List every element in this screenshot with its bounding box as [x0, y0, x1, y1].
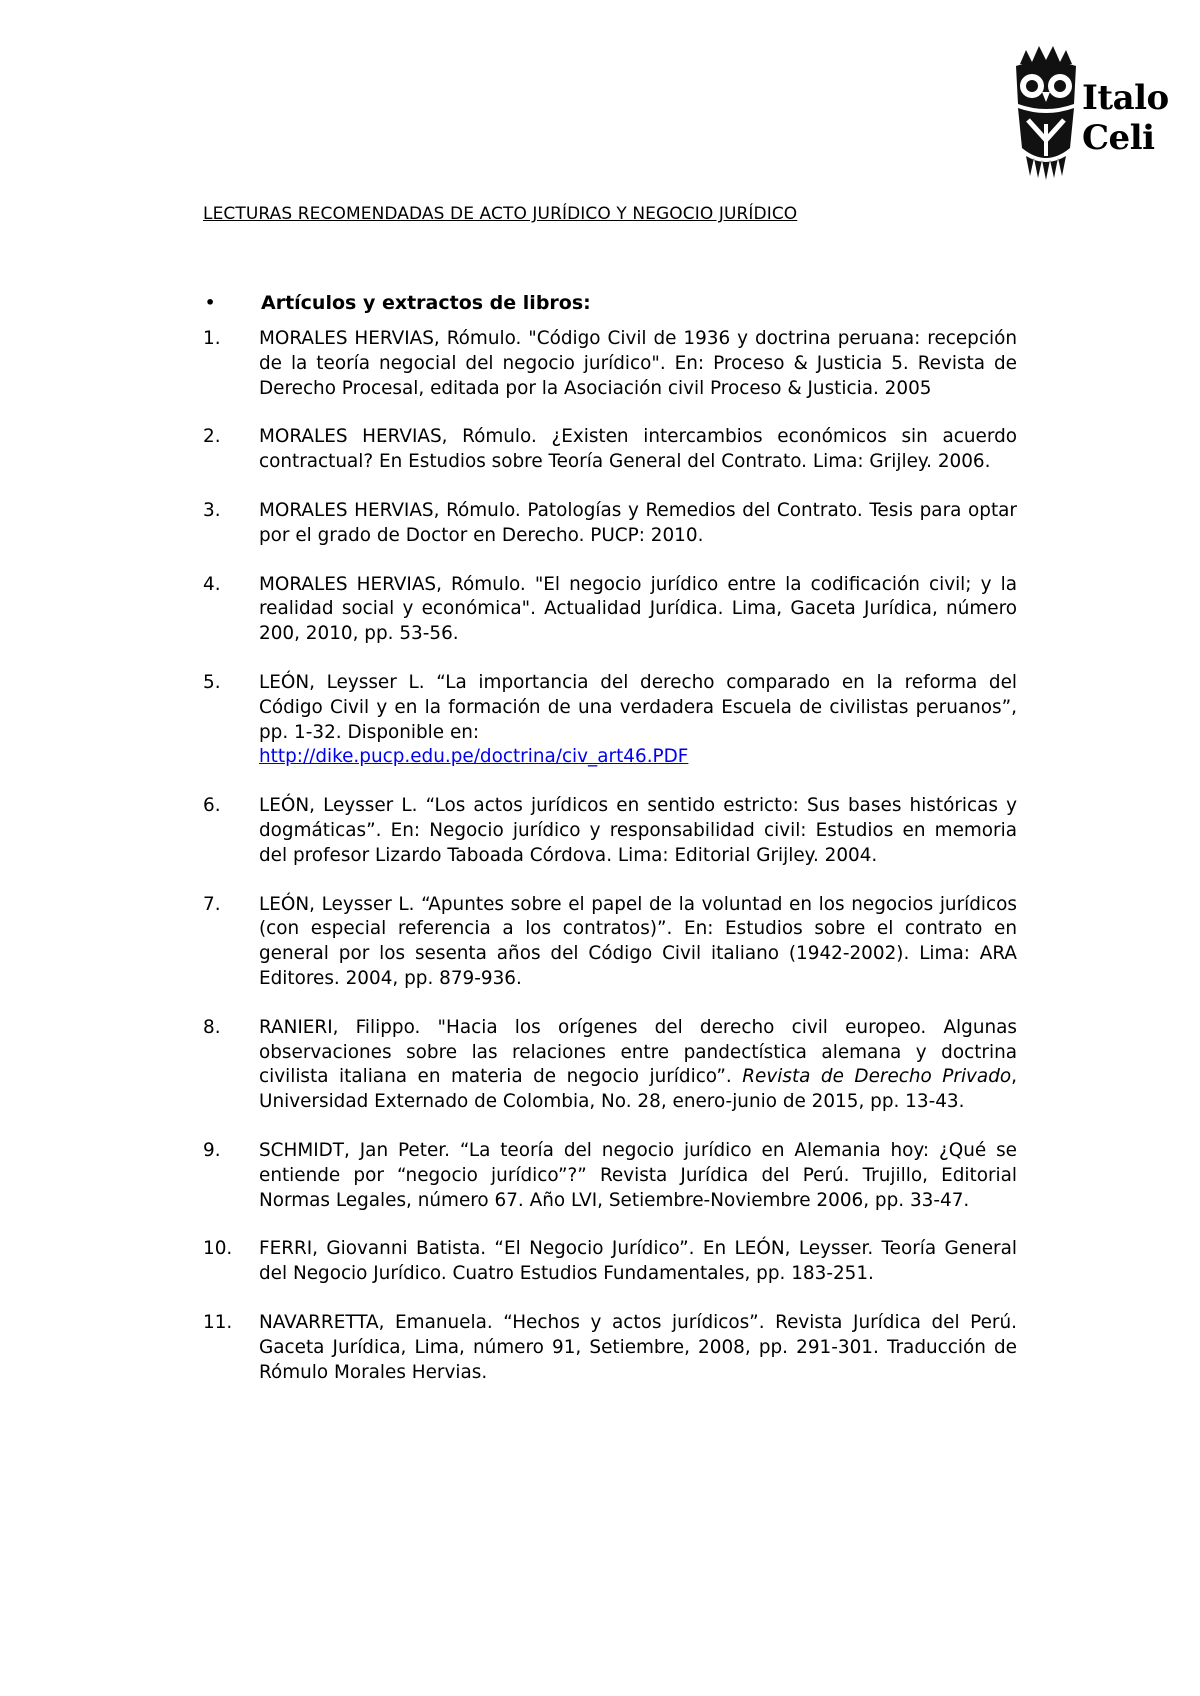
bullet-icon: • [205, 293, 216, 312]
item-number: 6. [203, 795, 221, 817]
list-item [203, 1311, 1017, 1385]
item-text: MORALES HERVIAS, Rómulo. "Código Civil de 1936 y doctrina peruana: recepción de la teoría negocial del negocio jurídico". En: Proceso & Justicia 5. Revista de Derecho Procesal, editada por la Asociación civil Proceso & Justicia. 2005 [259, 328, 1017, 399]
section-heading-text: Artículos y extractos de libros: [261, 291, 591, 314]
item-number: 11. [203, 1311, 233, 1333]
list-item [203, 1237, 1017, 1287]
item-number: 4. [203, 573, 221, 595]
list-item [203, 1139, 1017, 1213]
logo-text-line1: Italo [1082, 78, 1169, 118]
list-item [203, 499, 1017, 549]
journal-title: Revista de Derecho Privado [742, 1066, 1012, 1088]
item-number: 7. [203, 893, 221, 915]
list-item [203, 573, 1017, 647]
item-text-block [259, 1016, 1017, 1115]
item-text-block [259, 671, 1017, 770]
item-text: NAVARRETTA, Emanuela. “Hechos y actos jurídicos”. Revista Jurídica del Perú. Gaceta Jurídica, Lima, número 91, Setiembre, 2008, pp. 291-301. Traducción de Rómulo Morales Hervias. [259, 1311, 1017, 1383]
item-text: FERRI, Giovanni Batista. “El Negocio Jurídico”. En LEÓN, Leysser. Teoría General del Negocio Jurídico. Cuatro Estudios Fundamentales, pp. 183-251. [259, 1238, 1017, 1285]
item-number: 10. [203, 1238, 233, 1260]
item-text: MORALES HERVIAS, Rómulo. Patologías y Remedios del Contrato. Tesis para optar por el grado de Doctor en Derecho. PUCP: 2010. [259, 499, 1017, 546]
item-number: 5. [203, 671, 221, 693]
item-text-tail: , Universidad Externado de Colombia, No. 28, enero-junio de 2015, pp. 13-43. [259, 1066, 1017, 1113]
section-heading [203, 289, 1017, 316]
item-text: LEÓN, Leysser L. “Los actos jurídicos en sentido estricto: Sus bases históricas y dogmáticas”. En: Negocio jurídico y responsabilidad civil: Estudios en memoria del profesor Lizardo Taboada Córdova. Lima: Editorial Grijley. 2004. [259, 795, 1017, 866]
item-text: SCHMIDT, Jan Peter. “La teoría del negocio jurídico en Alemania hoy: ¿Qué se entiende por “negocio jurídico”?” Revista Jurídica del Perú. Trujillo, Editorial Normas Legales, número 67. Año LVI, Setiembre-Noviembre 2006, pp. 33-47. [259, 1139, 1017, 1211]
list-item [203, 794, 1017, 868]
owl-emblem-icon [1012, 44, 1080, 182]
item-number: 2. [203, 426, 221, 448]
item-number: 1. [203, 328, 221, 349]
item-text: MORALES HERVIAS, Rómulo. ¿Existen intercambios económicos sin acuerdo contractual? En Estudios sobre Teoría General del Contrato. Lima: Grijley. 2006. [259, 426, 1017, 473]
logo [1012, 44, 1182, 182]
item-number: 9. [203, 1139, 221, 1161]
list-item [203, 1016, 1017, 1115]
item-text: RANIERI, Filippo. "Hacia los orígenes del derecho civil europeo. Algunas observaciones sobre las relaciones entre pandectística alemana y doctrina civilista italiana en materia de negocio jurídico”. [259, 1016, 1017, 1088]
item-text: LEÓN, Leysser L. “Apuntes sobre el papel de la voluntad en los negocios jurídicos (con especial referencia a los contratos)”. En: Estudios sobre el contrato en general por los sesenta años del Código Civil italiano (1942-2002). Lima: ARA Editores. 2004, pp. 879-936. [259, 893, 1017, 989]
page-title: LECTURAS RECOMENDADAS DE ACTO JURÍDICO Y NEGOCIO JURÍDICO [203, 204, 798, 224]
list-item [203, 327, 1017, 401]
item-text: MORALES HERVIAS, Rómulo. "El negocio jurídico entre la codificación civil; y la realidad social y económica". Actualidad Jurídica. Lima, Gaceta Jurídica, número 200, 2010, pp. 53-56. [259, 573, 1017, 645]
item-number: 8. [203, 1016, 221, 1038]
item-text: LEÓN, Leysser L. “La importancia del derecho comparado en la reforma del Código Civil y en la formación de una verdadera Escuela de civilistas peruanos”, pp. 1-32. Disponible en: [259, 671, 1017, 743]
pdf-link[interactable]: http://dike.pucp.edu.pe/doctrina/civ_art46.PDF [259, 746, 689, 768]
list-item [203, 893, 1017, 992]
item-number: 3. [203, 499, 221, 521]
logo-text-line2: Celi [1082, 118, 1155, 158]
list-item [203, 425, 1017, 475]
list-item [203, 671, 1017, 770]
reading-list [203, 289, 1017, 1409]
